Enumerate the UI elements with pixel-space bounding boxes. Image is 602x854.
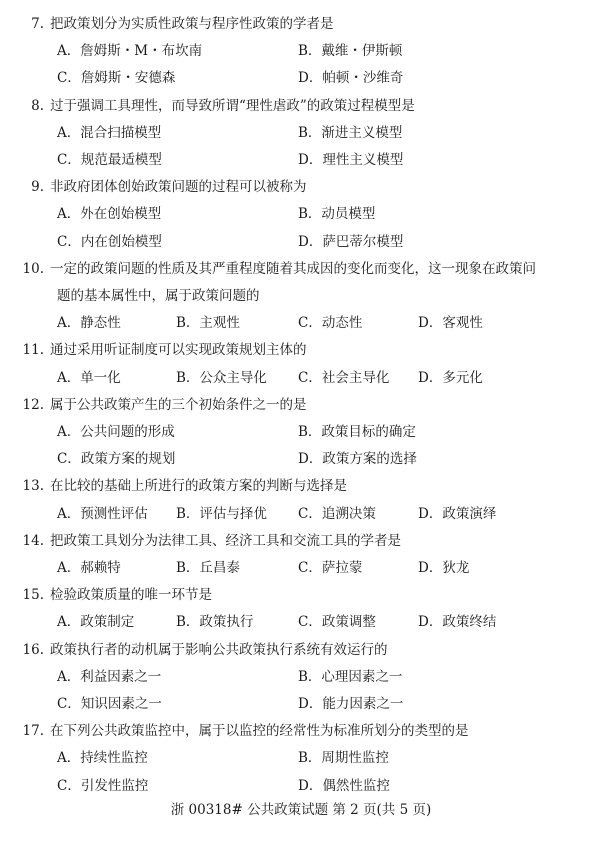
question-number: 17. — [22, 723, 44, 740]
option-d: D．政策方案的选择 — [298, 451, 417, 468]
option-c: C．詹姆斯・安德森 — [57, 70, 176, 87]
option-b: B．公众主导化 — [176, 369, 267, 386]
option-b: B．丘昌泰 — [176, 560, 240, 576]
option-d: D．偶然性监控 — [298, 777, 390, 794]
option-d: D．萨巴蒂尔模型 — [298, 233, 404, 250]
question-text: 政策执行者的动机属于影响公共政策执行系统有效运行的 — [50, 641, 388, 658]
option-d: D．多元化 — [418, 369, 483, 386]
question-text: 过于强调工具理性，而导致所谓“理性虐政”的政策过程模型是 — [50, 97, 415, 114]
option-c: C．内在创始模型 — [57, 233, 162, 250]
option-b: B．评估与择优 — [176, 505, 267, 522]
question-number: 8. — [31, 97, 44, 114]
option-b: B．动员模型 — [298, 206, 376, 223]
question-number: 12. — [22, 396, 44, 413]
option-b: B．渐进主义模型 — [298, 124, 403, 141]
question-text: 属于公共政策产生的三个初始条件之一的是 — [50, 396, 307, 413]
option-d: D．政策演绎 — [418, 505, 497, 522]
question-number: 9. — [31, 179, 44, 196]
option-b: B．心理因素之一 — [298, 668, 403, 685]
option-b: B．周期性监控 — [298, 750, 389, 767]
option-c: C．社会主导化 — [298, 369, 390, 386]
option-c: C．引发性监控 — [57, 777, 149, 794]
question-text: 把政策工具划分为法律工具、经济工具和交流工具的学者是 — [50, 532, 401, 549]
option-a: A．利益因素之一 — [57, 668, 162, 685]
question-number: 13. — [22, 478, 44, 495]
option-b: B．政策执行 — [176, 614, 254, 631]
question-number: 16. — [22, 641, 44, 658]
option-a: A．詹姆斯・M・布坎南 — [57, 43, 203, 60]
question-text: 非政府团体创始政策问题的过程可以被称为 — [50, 179, 307, 196]
page-footer: 浙 00318# 公共政策试题 第 2 页(共 5 页) — [170, 802, 432, 818]
option-c: C．追溯决策 — [298, 505, 376, 522]
question-text: 把政策划分为实质性政策与程序性政策的学者是 — [50, 16, 334, 32]
option-d: D．能力因素之一 — [298, 696, 404, 712]
option-a: A．公共问题的形成 — [57, 424, 175, 440]
question-number: 14. — [22, 532, 44, 549]
option-d: D．狄龙 — [418, 560, 470, 576]
option-b: B．主观性 — [176, 315, 240, 332]
question-number: 11. — [22, 342, 44, 359]
question-text: 在下列公共政策监控中，属于以监控的经常性为标准所划分的类型的是 — [50, 723, 469, 740]
option-b: B．戴维・伊斯顿 — [298, 43, 403, 60]
option-c: C．政策调整 — [298, 614, 376, 631]
option-a: A．混合扫描模型 — [57, 124, 162, 141]
option-a: A．预测性评估 — [57, 505, 148, 522]
question-number: 10. — [22, 260, 44, 277]
option-a: A．外在创始模型 — [57, 206, 162, 223]
option-c: C．动态性 — [298, 315, 363, 332]
option-a: A．静态性 — [57, 315, 121, 332]
option-a: A．政策制定 — [57, 614, 135, 631]
option-a: A．持续性监控 — [57, 750, 148, 767]
question-text: 题的基本属性中，属于政策问题的 — [57, 288, 260, 304]
option-d: D．帕顿・沙维奇 — [298, 70, 404, 87]
question-text: 在比较的基础上所进行的政策方案的判断与选择是 — [50, 478, 347, 495]
option-c: C．知识因素之一 — [57, 696, 162, 712]
option-c: C．规范最适模型 — [57, 152, 162, 168]
question-text: 检验政策质量的唯一环节是 — [50, 587, 212, 604]
option-b: B．政策目标的确定 — [298, 424, 416, 440]
question-number: 15. — [22, 587, 44, 604]
option-d: D．政策终结 — [418, 614, 497, 631]
option-c: C．政策方案的规划 — [57, 451, 176, 468]
option-d: D．理性主义模型 — [298, 152, 404, 168]
option-d: D．客观性 — [418, 315, 483, 332]
question-text: 一定的政策问题的性质及其严重程度随着其成因的变化而变化，这一现象在政策问 — [50, 260, 536, 277]
question-text: 通过采用听证制度可以实现政策规划主体的 — [50, 342, 307, 359]
option-a: A．单一化 — [57, 369, 121, 386]
option-c: C．萨拉蒙 — [298, 560, 363, 576]
question-number: 7. — [31, 16, 44, 32]
option-a: A．郝赖特 — [57, 560, 121, 576]
